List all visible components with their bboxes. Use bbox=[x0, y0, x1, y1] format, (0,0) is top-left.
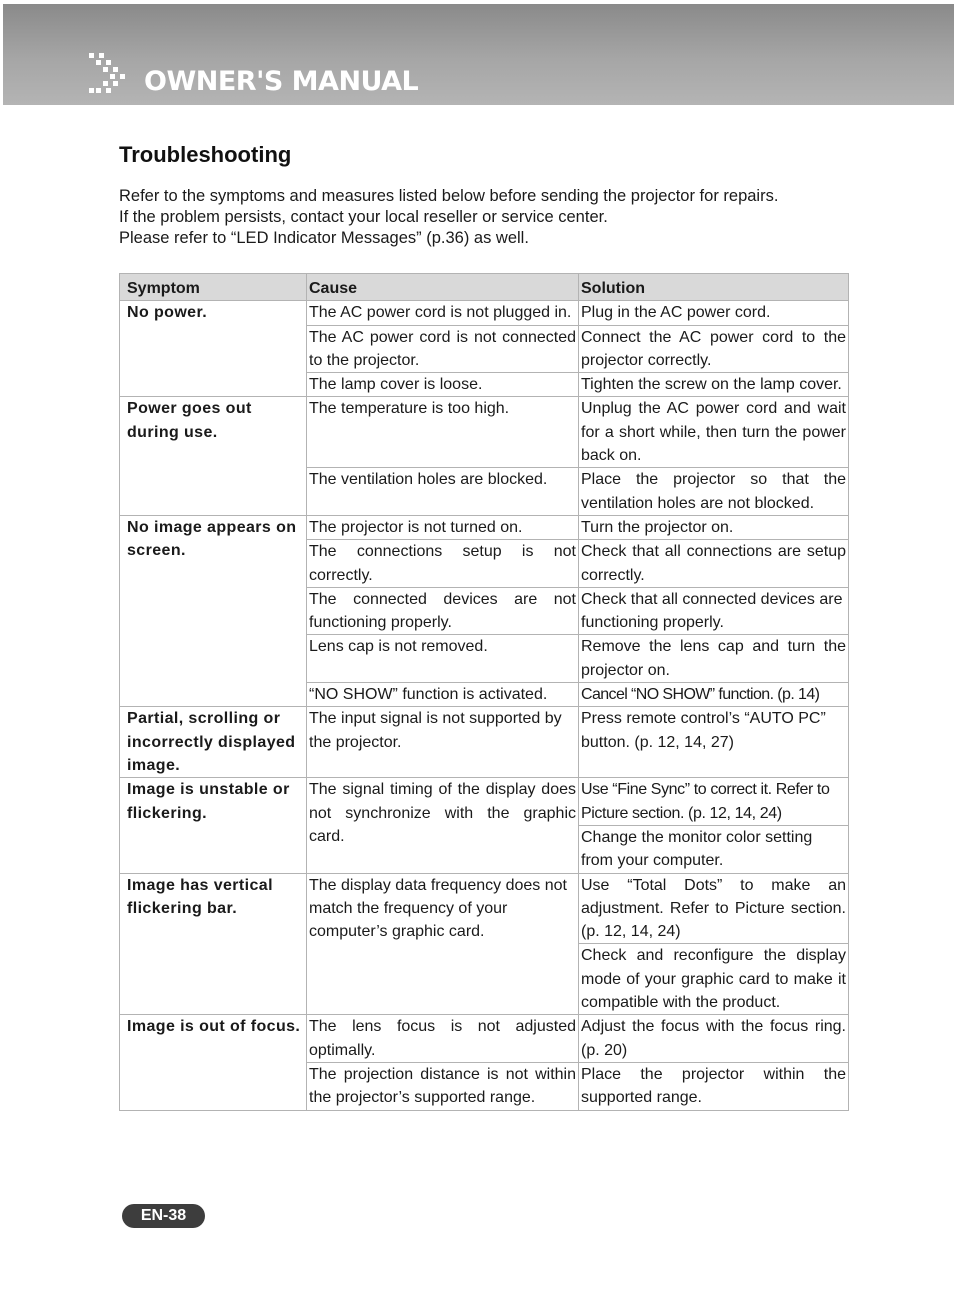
page-number-badge: EN-38 bbox=[122, 1204, 205, 1228]
solution-cell: Press remote control’s “AUTO PC” button. (p. 12, 14, 27) bbox=[579, 707, 849, 778]
cause-cell: The connections setup is not correctly. bbox=[307, 540, 579, 588]
intro-line: Please refer to “LED Indicator Messages” (p.36) as well. bbox=[119, 229, 529, 247]
solution-cell: Plug in the AC power cord. bbox=[579, 301, 849, 325]
chevron-pixel-logo-icon bbox=[87, 51, 131, 95]
solution-cell: Check and reconfigure the display mode of your graphic card to make it compatible with the product. bbox=[579, 944, 849, 1015]
cause-cell: The projector is not turned on. bbox=[307, 515, 579, 539]
table-row bbox=[120, 778, 849, 826]
solution-cell: Change the monitor color setting from your computer. bbox=[579, 825, 849, 873]
troubleshooting-table bbox=[119, 273, 848, 1111]
solution-cell: Cancel “NO SHOW” function. (p. 14) bbox=[579, 683, 849, 707]
solution-cell: Adjust the focus with the focus ring. (p. 20) bbox=[579, 1015, 849, 1063]
cause-cell: The input signal is not supported by the projector. bbox=[307, 707, 579, 778]
solution-cell: Check that all connected devices are functioning properly. bbox=[579, 587, 849, 635]
cause-cell: The ventilation holes are blocked. bbox=[307, 468, 579, 516]
cause-cell: The AC power cord is not plugged in. bbox=[307, 301, 579, 325]
symptom-cell: Image has vertical flickering bar. bbox=[120, 873, 307, 1015]
solution-cell: Place the projector so that the ventilation holes are not blocked. bbox=[579, 468, 849, 516]
intro-line: Refer to the symptoms and measures listed below before sending the projector for repairs. bbox=[119, 187, 779, 205]
cause-cell: Lens cap is not removed. bbox=[307, 635, 579, 683]
cause-cell: The signal timing of the display does not synchronize with the graphic card. bbox=[307, 778, 579, 873]
solution-cell: Use “Total Dots” to make an adjustment. Refer to Picture section. (p. 12, 14, 24) bbox=[579, 873, 849, 944]
cause-cell: The lens focus is not adjusted optimally. bbox=[307, 1015, 579, 1063]
solution-cell: Check that all connections are setup correctly. bbox=[579, 540, 849, 588]
cause-cell: The AC power cord is not connected to the projector. bbox=[307, 325, 579, 373]
cause-cell: The lamp cover is loose. bbox=[307, 373, 579, 397]
table-row bbox=[120, 873, 849, 944]
cause-cell: The temperature is too high. bbox=[307, 397, 579, 468]
solution-cell: Unplug the AC power cord and wait for a short while, then turn the power back on. bbox=[579, 397, 849, 468]
symptom-header: Symptom bbox=[120, 274, 307, 301]
cause-cell: The display data frequency does not match the frequency of your computer’s graphic card. bbox=[307, 873, 579, 1015]
solution-cell: Connect the AC power cord to the projector correctly. bbox=[579, 325, 849, 373]
symptom-cell: No power. bbox=[120, 301, 307, 397]
solution-cell: Use “Fine Sync” to correct it. Refer to Picture section. (p. 12, 14, 24) bbox=[579, 778, 849, 826]
intro-line: If the problem persists, contact your local reseller or service center. bbox=[119, 208, 608, 226]
symptom-cell: Image is unstable or flickering. bbox=[120, 778, 307, 873]
cause-cell: The projection distance is not within the projector’s supported range. bbox=[307, 1062, 579, 1110]
solution-header: Solution bbox=[579, 274, 849, 301]
header-title: OWNER'S MANUAL bbox=[144, 66, 419, 97]
cause-cell: “NO SHOW” function is activated. bbox=[307, 683, 579, 707]
solution-cell: Remove the lens cap and turn the projector on. bbox=[579, 635, 849, 683]
solution-cell: Tighten the screw on the lamp cover. bbox=[579, 373, 849, 397]
solution-cell: Turn the projector on. bbox=[579, 515, 849, 539]
symptom-cell: No image appears on screen. bbox=[120, 515, 307, 706]
table-row bbox=[120, 397, 849, 468]
table-row bbox=[120, 301, 849, 325]
table-row bbox=[120, 1015, 849, 1063]
table-row bbox=[120, 707, 849, 778]
table-header-row bbox=[120, 274, 849, 301]
intro-text bbox=[119, 186, 859, 249]
cause-header: Cause bbox=[307, 274, 579, 301]
symptom-cell: Power goes out during use. bbox=[120, 397, 307, 515]
solution-cell: Place the projector within the supported range. bbox=[579, 1062, 849, 1110]
page-title: Troubleshooting bbox=[119, 142, 292, 167]
header-band bbox=[3, 4, 954, 105]
table-row bbox=[120, 515, 849, 539]
cause-cell: The connected devices are not functioning properly. bbox=[307, 587, 579, 635]
symptom-cell: Image is out of focus. bbox=[120, 1015, 307, 1110]
symptom-cell: Partial, scrolling or incorrectly displayed image. bbox=[120, 707, 307, 778]
